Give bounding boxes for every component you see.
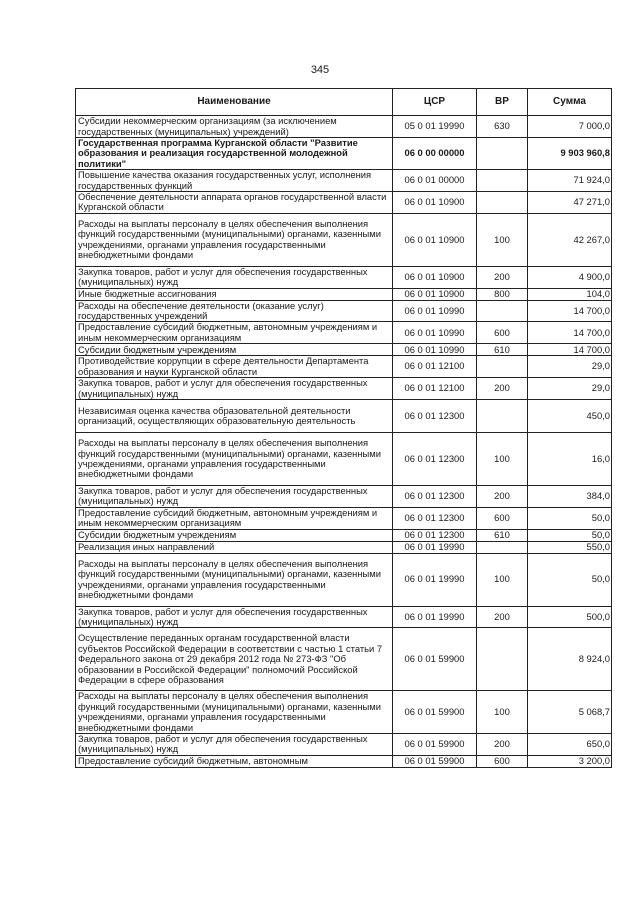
row-sum-cell: 450,0	[528, 399, 612, 432]
row-csr-cell: 06 0 01 12100	[393, 356, 477, 378]
table-row	[76, 170, 612, 192]
table-row	[76, 213, 612, 266]
row-vr-cell: 200	[477, 485, 528, 507]
row-vr-cell	[477, 300, 528, 322]
row-sum-cell: 7 000,0	[528, 116, 612, 138]
row-name-cell: Предоставление субсидий бюджетным, автономным учреждениям и иным некоммерческим организациям	[76, 507, 393, 529]
row-csr-cell: 06 0 01 10990	[393, 344, 477, 356]
row-name-cell: Обеспечение деятельности аппарата органов государственной власти Курганской области	[76, 192, 393, 214]
table-row	[76, 266, 612, 288]
row-vr-cell: 600	[477, 755, 528, 767]
row-csr-cell: 06 0 01 12300	[393, 485, 477, 507]
budget-table	[75, 88, 612, 768]
row-csr-cell: 06 0 01 19990	[393, 553, 477, 606]
header-sum: Сумма	[528, 89, 612, 116]
row-sum-cell: 42 267,0	[528, 213, 612, 266]
row-sum-cell: 3 200,0	[528, 755, 612, 767]
table-row	[76, 507, 612, 529]
table-row	[76, 378, 612, 400]
row-vr-cell: 100	[477, 553, 528, 606]
row-vr-cell: 200	[477, 266, 528, 288]
row-name-cell: Закупка товаров, работ и услуг для обеспечения государственных (муниципальных) нужд	[76, 606, 393, 628]
row-csr-cell: 06 0 01 59900	[393, 733, 477, 755]
row-csr-cell: 06 0 01 12300	[393, 507, 477, 529]
table-row	[76, 733, 612, 755]
row-csr-cell: 06 0 01 10900	[393, 192, 477, 214]
row-name-cell: Реализация иных направлений	[76, 541, 393, 553]
row-vr-cell	[477, 138, 528, 170]
table-row	[76, 755, 612, 767]
row-csr-cell: 06 0 01 10900	[393, 213, 477, 266]
row-csr-cell: 06 0 01 10900	[393, 288, 477, 300]
row-vr-cell: 100	[477, 213, 528, 266]
row-name-cell: Независимая оценка качества образовательной деятельности организаций, осуществляющих образовательную деятельность	[76, 399, 393, 432]
row-name-cell: Субсидии некоммерческим организациям (за исключением государственных (муниципальных) учреждений)	[76, 116, 393, 138]
row-vr-cell	[477, 356, 528, 378]
row-sum-cell: 16,0	[528, 432, 612, 485]
row-csr-cell: 05 0 01 19990	[393, 116, 477, 138]
table-row	[76, 553, 612, 606]
table-row	[76, 399, 612, 432]
row-vr-cell	[477, 628, 528, 691]
row-csr-cell: 06 0 01 10990	[393, 300, 477, 322]
row-sum-cell: 50,0	[528, 553, 612, 606]
row-csr-cell: 06 0 01 19990	[393, 541, 477, 553]
row-name-cell: Расходы на обеспечение деятельности (оказание услуг) государственных учреждений	[76, 300, 393, 322]
row-vr-cell: 610	[477, 344, 528, 356]
row-csr-cell: 06 0 01 59900	[393, 755, 477, 767]
row-sum-cell: 5 068,7	[528, 691, 612, 734]
table-row	[76, 529, 612, 541]
row-csr-cell: 06 0 01 19990	[393, 606, 477, 628]
row-name-cell: Иные бюджетные ассигнования	[76, 288, 393, 300]
table-row	[76, 356, 612, 378]
table-row	[76, 300, 612, 322]
row-name-cell: Повышение качества оказания государственных услуг, исполнения государственных функций	[76, 170, 393, 192]
row-sum-cell: 8 924,0	[528, 628, 612, 691]
row-sum-cell: 29,0	[528, 378, 612, 400]
row-vr-cell: 100	[477, 432, 528, 485]
row-sum-cell: 384,0	[528, 485, 612, 507]
row-name-cell: Государственная программа Курганской области "Развитие образования и реализация государственной молодежной политики"	[76, 138, 393, 170]
row-name-cell: Закупка товаров, работ и услуг для обеспечения государственных (муниципальных) нужд	[76, 485, 393, 507]
row-vr-cell: 100	[477, 691, 528, 734]
row-csr-cell: 06 0 01 59900	[393, 628, 477, 691]
row-sum-cell: 14 700,0	[528, 300, 612, 322]
row-vr-cell	[477, 541, 528, 553]
row-name-cell: Противодействие коррупции в сфере деятельности Департамента образования и науки Курганской области	[76, 356, 393, 378]
header-csr: ЦСР	[393, 89, 477, 116]
table-row	[76, 138, 612, 170]
row-vr-cell: 200	[477, 378, 528, 400]
table-row	[76, 288, 612, 300]
row-name-cell: Расходы на выплаты персоналу в целях обеспечения выполнения функций государственными (муниципальными) органами, казенными учреждениями, органами управления государственными внебюджетными фондами	[76, 213, 393, 266]
row-name-cell: Закупка товаров, работ и услуг для обеспечения государственных (муниципальных) нужд	[76, 378, 393, 400]
table-header-row	[76, 89, 612, 116]
row-vr-cell	[477, 399, 528, 432]
row-csr-cell: 06 0 01 12100	[393, 378, 477, 400]
row-csr-cell: 06 0 01 10990	[393, 322, 477, 344]
row-name-cell: Субсидии бюджетным учреждениям	[76, 344, 393, 356]
row-name-cell: Расходы на выплаты персоналу в целях обеспечения выполнения функций государственными (муниципальными) органами, казенными учреждениями, органами управления государственными внебюджетными фондами	[76, 432, 393, 485]
row-name-cell: Предоставление субсидий бюджетным, автономным учреждениям и иным некоммерческим организациям	[76, 322, 393, 344]
row-name-cell: Закупка товаров, работ и услуг для обеспечения государственных (муниципальных) нужд	[76, 266, 393, 288]
table-row	[76, 192, 612, 214]
row-csr-cell: 06 0 01 59900	[393, 691, 477, 734]
row-sum-cell: 14 700,0	[528, 344, 612, 356]
row-name-cell: Расходы на выплаты персоналу в целях обеспечения выполнения функций государственными (муниципальными) органами, казенными учреждениями, органами управления государственными внебюджетными фондами	[76, 691, 393, 734]
header-name: Наименование	[76, 89, 393, 116]
row-vr-cell	[477, 192, 528, 214]
row-csr-cell: 06 0 01 10900	[393, 266, 477, 288]
row-sum-cell: 104,0	[528, 288, 612, 300]
header-vr: ВР	[477, 89, 528, 116]
table-row	[76, 432, 612, 485]
row-csr-cell: 06 0 01 00000	[393, 170, 477, 192]
row-name-cell: Расходы на выплаты персоналу в целях обеспечения выполнения функций государственными (муниципальными) органами, казенными учреждениями, органами управления государственными внебюджетными фондами	[76, 553, 393, 606]
row-vr-cell	[477, 170, 528, 192]
row-name-cell: Осуществление переданных органам государственной власти субъектов Российской Федерации в соответствии с частью 1 статьи 7 Федерального закона от 29 декабря 2012 года № 273-ФЗ "Об образовании в Российской Федерации" полномочий Российской Федерации в сфере образования	[76, 628, 393, 691]
row-sum-cell: 29,0	[528, 356, 612, 378]
table-row	[76, 116, 612, 138]
row-sum-cell: 14 700,0	[528, 322, 612, 344]
row-vr-cell: 600	[477, 507, 528, 529]
row-csr-cell: 06 0 01 12300	[393, 529, 477, 541]
row-sum-cell: 47 271,0	[528, 192, 612, 214]
table-row	[76, 606, 612, 628]
row-sum-cell: 50,0	[528, 529, 612, 541]
row-sum-cell: 50,0	[528, 507, 612, 529]
table-row	[76, 344, 612, 356]
row-sum-cell: 4 900,0	[528, 266, 612, 288]
table-row	[76, 485, 612, 507]
row-csr-cell: 06 0 00 00000	[393, 138, 477, 170]
table-row	[76, 541, 612, 553]
row-vr-cell: 600	[477, 322, 528, 344]
table-row	[76, 322, 612, 344]
page-number: 345	[310, 64, 330, 76]
row-name-cell: Предоставление субсидий бюджетным, автономным	[76, 755, 393, 767]
row-name-cell: Закупка товаров, работ и услуг для обеспечения государственных (муниципальных) нужд	[76, 733, 393, 755]
row-vr-cell: 610	[477, 529, 528, 541]
row-vr-cell: 800	[477, 288, 528, 300]
row-vr-cell: 200	[477, 733, 528, 755]
table-row	[76, 628, 612, 691]
row-name-cell: Субсидии бюджетным учреждениям	[76, 529, 393, 541]
row-sum-cell: 550,0	[528, 541, 612, 553]
table-row	[76, 691, 612, 734]
row-vr-cell: 630	[477, 116, 528, 138]
row-sum-cell: 9 903 960,8	[528, 138, 612, 170]
row-csr-cell: 06 0 01 12300	[393, 399, 477, 432]
row-sum-cell: 650,0	[528, 733, 612, 755]
row-csr-cell: 06 0 01 12300	[393, 432, 477, 485]
row-sum-cell: 500,0	[528, 606, 612, 628]
row-vr-cell: 200	[477, 606, 528, 628]
row-sum-cell: 71 924,0	[528, 170, 612, 192]
